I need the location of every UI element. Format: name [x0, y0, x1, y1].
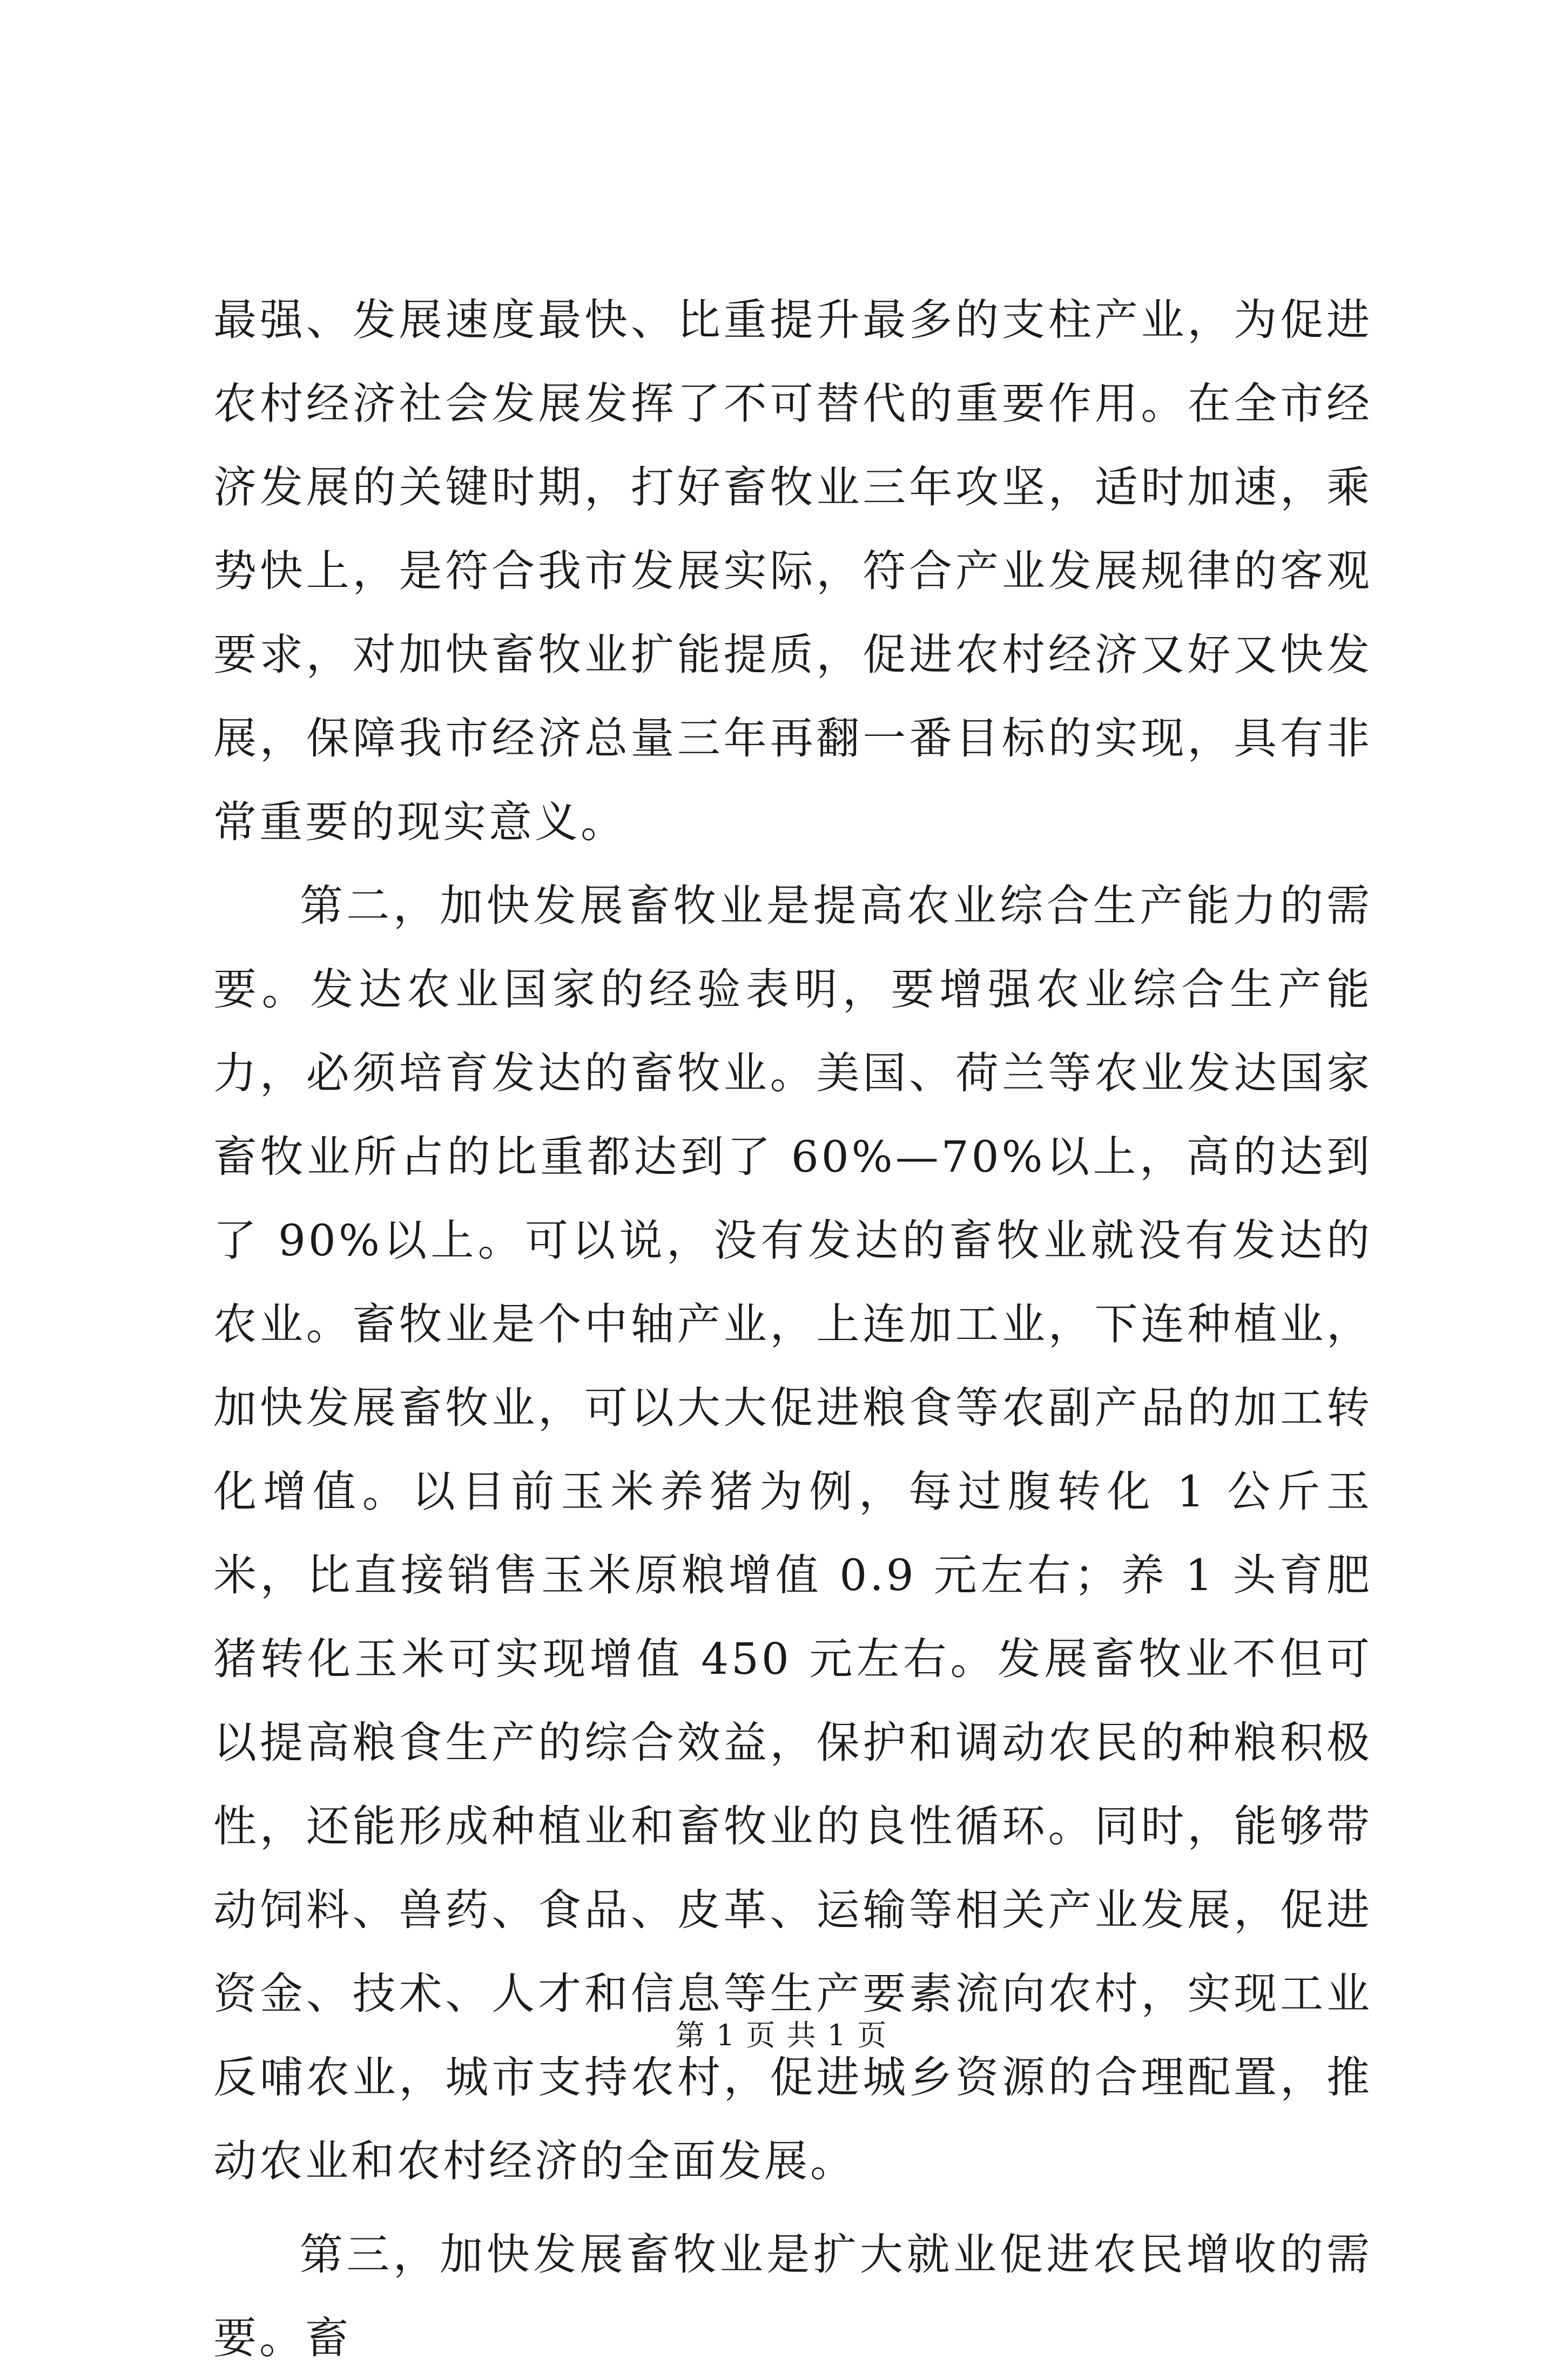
paragraph-third-point: 第三，加快发展畜牧业是扩大就业促进农民增收的需要。畜 — [213, 2229, 1372, 2363]
page-footer: 第 1 页 共 1 页 — [675, 2018, 888, 2052]
paragraph-continuation: 最强、发展速度最快、比重提升最多的支柱产业，为促进农村经济社会发展发挥了不可替代的重要作用。在全市经济发展的关键时期，打好畜牧业三年攻坚，适时加速，乘势快上，是符合我市发展实际，符合产业发展规律的客观要求，对加快畜牧业扩能提质，促进农村经济又好又快发展，保障我市经济总量三年再翻一番目标的实现，具有非常重要的现实意义。 — [213, 295, 1372, 847]
document-body — [213, 278, 1372, 2380]
paragraph-second-point: 第二，加快发展畜牧业是提高农业综合生产能力的需要。发达农业国家的经验表明，要增强农业综合生产能力，必须培育发达的畜牧业。美国、荷兰等农业发达国家畜牧业所占的比重都达到了 60%—70%以上，高的达到了 90%以上。可以说，没有发达的畜牧业就没有发达的农业。畜牧业是个中轴产业，上连加工业，下连种植业，加快发展畜牧业，可以大大促进粮食等农副产品的加工转化增值。以目前玉米养猪为例，每过腹转化 1 公斤玉米，比直接销售玉米原粮增值 0.9 元左右；养 1 头育肥猪转化玉米可实现增值 450 元左右。发展畜牧业不但可以提高粮食生产的综合效益，保护和调动农民的种粮积极性，还能形成种植业和畜牧业的良性循环。同时，能够带动饲料、兽药、食品、皮革、运输等相关产业发展，促进资金、技术、人才和信息等生产要素流向农村，实现工业反哺农业，城市支持农村，促进城乡资源的合理配置，推动农业和农村经济的全面发展。 — [213, 881, 1372, 2186]
